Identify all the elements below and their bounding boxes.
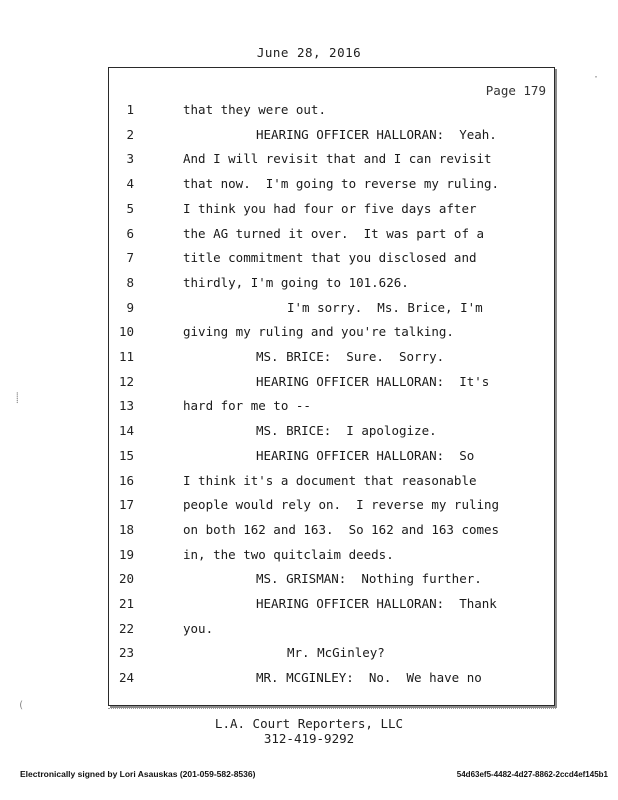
transcript-line <box>0 347 618 367</box>
line-number: 11 <box>118 349 134 364</box>
transcript-line <box>0 471 618 491</box>
line-text: HEARING OFFICER HALLORAN: It's <box>256 373 490 389</box>
line-number: 16 <box>118 472 134 488</box>
transcript-line <box>0 149 618 169</box>
transcript-line <box>0 273 618 293</box>
line-number: 24 <box>118 670 134 686</box>
line-number: 17 <box>118 497 134 513</box>
document-id: 54d63ef5-4482-4d27-8862-2ccd4ef145b1 <box>456 770 608 779</box>
line-number: 14 <box>118 423 134 439</box>
transcript-line <box>0 174 618 194</box>
line-number: 4 <box>126 176 134 192</box>
line-number: 10 <box>118 324 134 340</box>
line-number: 8 <box>126 274 134 290</box>
line-text: you. <box>183 620 214 636</box>
transcript-line <box>0 125 618 145</box>
court-reporter-name: L.A. Court Reporters, LLC <box>214 716 404 731</box>
transcript-line <box>0 100 618 120</box>
line-text: giving my ruling and you're talking. <box>183 324 454 340</box>
line-text: I think you had four or five days after <box>183 200 477 216</box>
line-number: 5 <box>126 200 134 216</box>
line-text: on both 162 and 163. So 162 and 163 comes <box>183 521 500 537</box>
electronic-signature: Electronically signed by Lori Asauskas (201-059-582-8536) <box>20 769 256 779</box>
line-number: 22 <box>118 620 134 636</box>
line-text: HEARING OFFICER HALLORAN: Yeah. <box>256 126 497 142</box>
scan-mark-icon: ⸽ <box>16 393 19 404</box>
transcript-line <box>0 421 618 441</box>
transcript-line <box>0 668 618 688</box>
transcript-line <box>0 446 618 466</box>
line-number: 19 <box>118 546 134 562</box>
line-text: title commitment that you disclosed and <box>183 250 477 266</box>
line-text: people would rely on. I reverse my ruling <box>183 497 500 513</box>
transcript-line <box>0 248 618 268</box>
line-number: 15 <box>118 447 134 463</box>
transcript-line <box>0 569 618 589</box>
line-number: 12 <box>118 373 134 389</box>
line-text: MS. BRICE: I apologize. <box>256 423 437 439</box>
transcript-date: June 28, 2016 <box>256 45 362 60</box>
line-text: MS. BRICE: Sure. Sorry. <box>256 349 445 364</box>
line-text: in, the two quitclaim deeds. <box>183 546 394 562</box>
transcript-line <box>0 495 618 515</box>
transcript-line <box>0 372 618 392</box>
line-text: HEARING OFFICER HALLORAN: So <box>256 447 475 463</box>
line-text: And I will revisit that and I can revisit <box>183 151 492 167</box>
line-text: that they were out. <box>183 102 326 117</box>
transcript-line <box>0 545 618 565</box>
line-number: 9 <box>126 299 134 315</box>
line-text: thirdly, I'm going to 101.626. <box>183 274 409 290</box>
line-text: I think it's a document that reasonable <box>183 472 477 488</box>
court-reporter-phone: 312-419-9292 <box>263 731 355 746</box>
footer-divider <box>108 708 556 709</box>
transcript-line <box>0 619 618 639</box>
line-number: 3 <box>126 151 134 167</box>
transcript-line <box>0 643 618 663</box>
line-number: 6 <box>126 225 134 241</box>
line-number: 23 <box>118 645 134 661</box>
transcript-line <box>0 396 618 416</box>
scan-mark-icon: · <box>593 72 600 83</box>
transcript-line <box>0 322 618 342</box>
line-number: 7 <box>126 250 134 266</box>
transcript-line <box>0 594 618 614</box>
line-number: 2 <box>126 126 134 142</box>
line-text: MR. MCGINLEY: No. We have no <box>256 670 482 686</box>
line-text: the AG turned it over. It was part of a <box>183 225 485 241</box>
line-text: Mr. McGinley? <box>287 645 385 661</box>
page-number: Page 179 <box>485 83 546 98</box>
line-number: 1 <box>126 102 134 117</box>
line-number: 21 <box>118 596 134 611</box>
line-text: I'm sorry. Ms. Brice, I'm <box>287 299 483 315</box>
line-number: 13 <box>118 398 134 414</box>
line-number: 20 <box>118 571 134 587</box>
transcript-line <box>0 520 618 540</box>
line-text: hard for me to -- <box>183 398 311 414</box>
line-text: MS. GRISMAN: Nothing further. <box>256 571 482 587</box>
transcript-line <box>0 224 618 244</box>
line-number: 18 <box>118 521 134 537</box>
line-text: that now. I'm going to reverse my ruling. <box>183 176 500 192</box>
transcript-line <box>0 199 618 219</box>
line-text: HEARING OFFICER HALLORAN: Thank <box>256 596 497 611</box>
transcript-line <box>0 298 618 318</box>
scan-mark-icon: ( <box>18 700 25 711</box>
